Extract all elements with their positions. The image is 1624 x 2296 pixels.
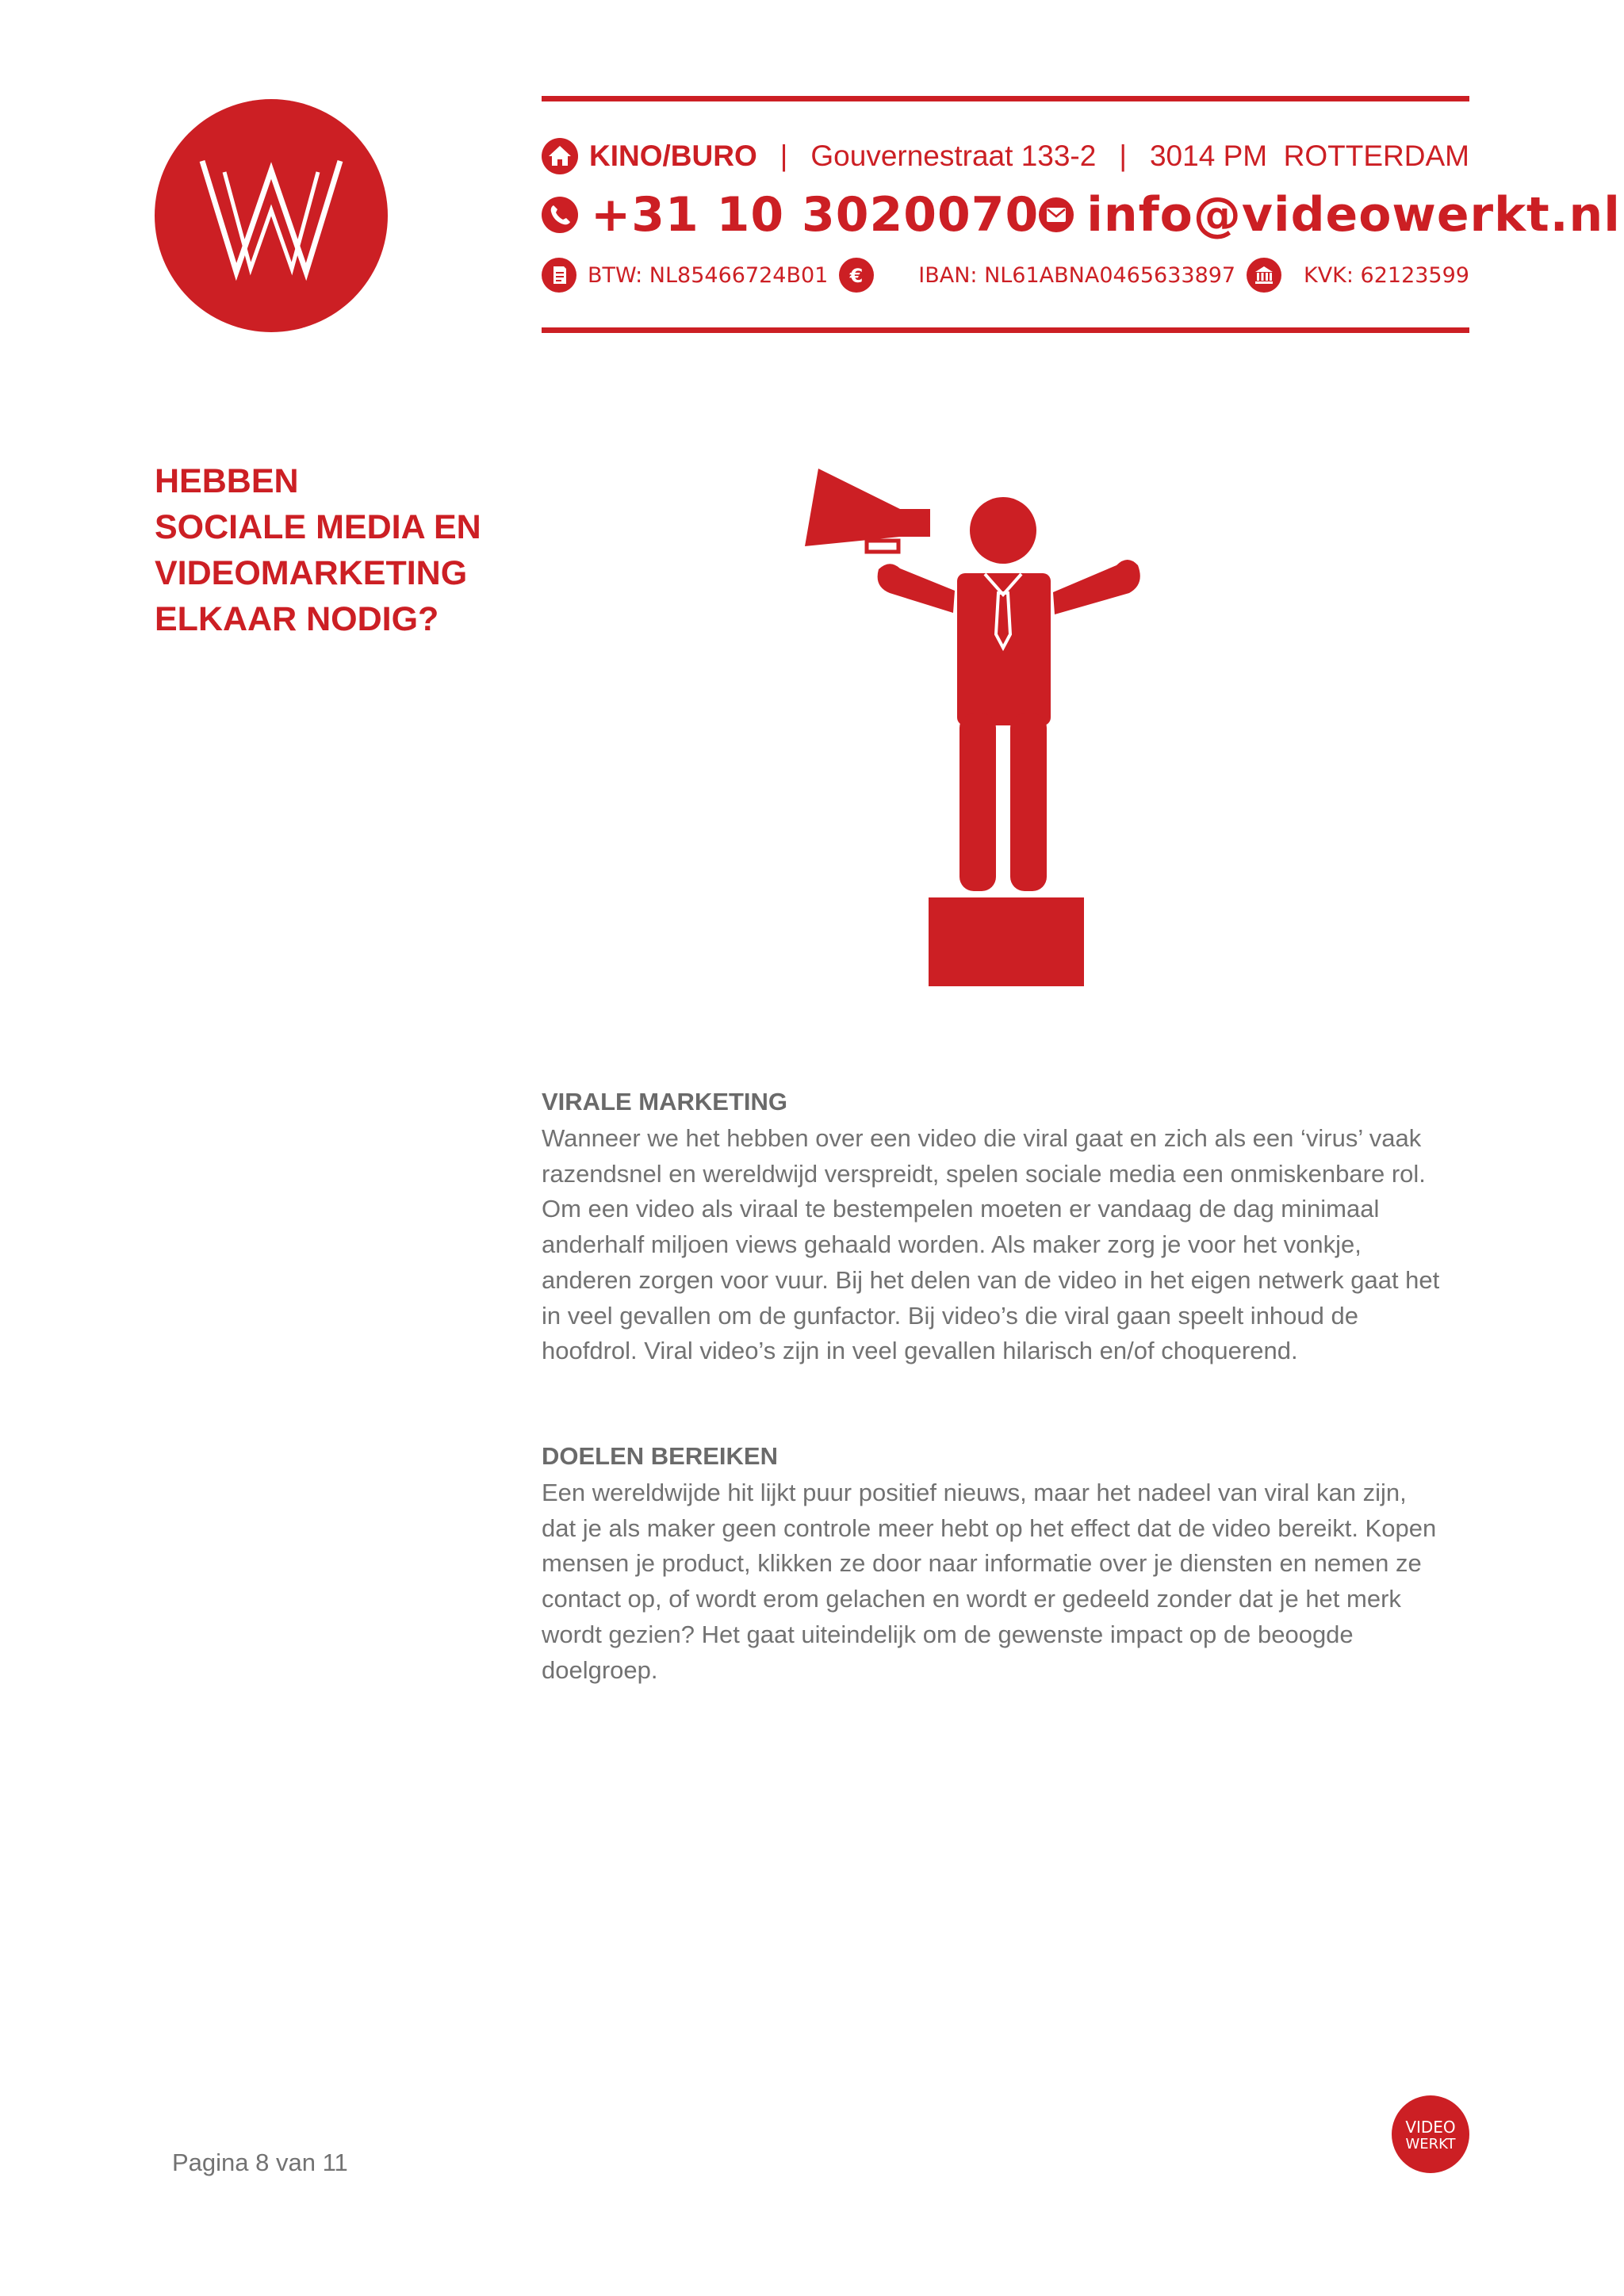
body-line: anderhalf miljoen views gehaald worden. Als maker zorg je voor het vonkje,	[542, 1230, 1362, 1259]
email-icon	[1039, 197, 1074, 232]
phone-icon	[542, 197, 578, 233]
home-icon	[542, 138, 578, 174]
body-line: hoofdrol. Viral video’s zijn in veel gevallen hilarisch en/of choquerend.	[542, 1337, 1298, 1365]
footer-logo-text: WERKT	[1405, 2136, 1456, 2152]
body-line: Wanneer we het hebben over een video die viral gaat en zich als een ‘virus’ vaak	[542, 1124, 1422, 1152]
header-address-row	[542, 135, 1469, 178]
section-body	[542, 1121, 1477, 1369]
section-virale-marketing	[542, 1085, 1477, 1369]
megaphone-speaker-illustration	[801, 464, 1158, 987]
body-line: mensen je product, klikken ze door naar informatie over je diensten en nemen ze	[542, 1549, 1422, 1578]
title-line: SOCIALE MEDIA EN	[155, 508, 481, 546]
phone-number[interactable]: +31 10 3020070	[591, 187, 1040, 243]
header-registration-row	[542, 255, 1469, 295]
company-logo	[155, 99, 388, 332]
page-title	[155, 458, 567, 642]
email-address[interactable]: info@videowerkt.nl	[1086, 187, 1621, 243]
title-line: ELKAAR NODIG?	[155, 600, 439, 638]
city-address: 3014 PM ROTTERDAM	[1149, 140, 1469, 172]
euro-icon	[839, 258, 874, 293]
body-line: anderen zorgen voor vuur. Bij het delen van de video in het eigen netwerk gaat het	[542, 1265, 1440, 1294]
street-address: Gouvernestraat 133-2	[810, 140, 1097, 172]
header-top-rule	[542, 96, 1469, 101]
document-icon	[542, 258, 576, 293]
header-contact-row	[542, 187, 1621, 243]
body-line: dat je als maker geen controle meer hebt op het effect dat de video bereikt. Kopen	[542, 1513, 1437, 1542]
section-heading: DOELEN BEREIKEN	[542, 1442, 778, 1470]
body-line: in veel gevallen om de gunfactor. Bij video’s die viral gaan speelt inhoud de	[542, 1301, 1358, 1330]
header-bottom-rule	[542, 327, 1469, 333]
videowerkt-footer-logo	[1391, 2095, 1470, 2174]
bank-icon	[1247, 258, 1281, 293]
body-line: doelgroep.	[542, 1655, 658, 1684]
body-line: Om een video als viraal te bestempelen moeten er vandaag de dag minimaal	[542, 1195, 1380, 1223]
body-line: wordt gezien? Het gaat uiteindelijk om de gewenste impact op de beoogde	[542, 1620, 1354, 1648]
section-doelen-bereiken	[542, 1439, 1477, 1688]
body-line: razendsnel en wereldwijd verspreidt, spelen sociale media een onmiskenbare rol.	[542, 1159, 1426, 1188]
kvk-number: KVK: 62123599	[1303, 262, 1469, 288]
company-name: KINO/BURO	[589, 140, 757, 172]
footer-logo-text: VIDEO	[1405, 2118, 1456, 2137]
page-number: Pagina 8 van 11	[172, 2149, 348, 2176]
title-line: HEBBEN	[155, 462, 299, 500]
section-body	[542, 1475, 1477, 1688]
body-line: contact op, of wordt erom gelachen en wordt er gedeeld zonder dat je het merk	[542, 1585, 1401, 1613]
btw-number: BTW: NL85466724B01	[588, 262, 829, 288]
svg-text:€: €	[849, 265, 864, 287]
section-heading: VIRALE MARKETING	[542, 1088, 787, 1115]
header-separator: |	[779, 140, 788, 172]
header-separator: |	[1119, 140, 1127, 172]
title-line: VIDEOMARKETING	[155, 554, 468, 592]
body-line: Een wereldwijde hit lijkt puur positief nieuws, maar het nadeel van viral kan zijn,	[542, 1479, 1407, 1506]
iban-number: IBAN: NL61ABNA0465633897	[918, 262, 1236, 288]
